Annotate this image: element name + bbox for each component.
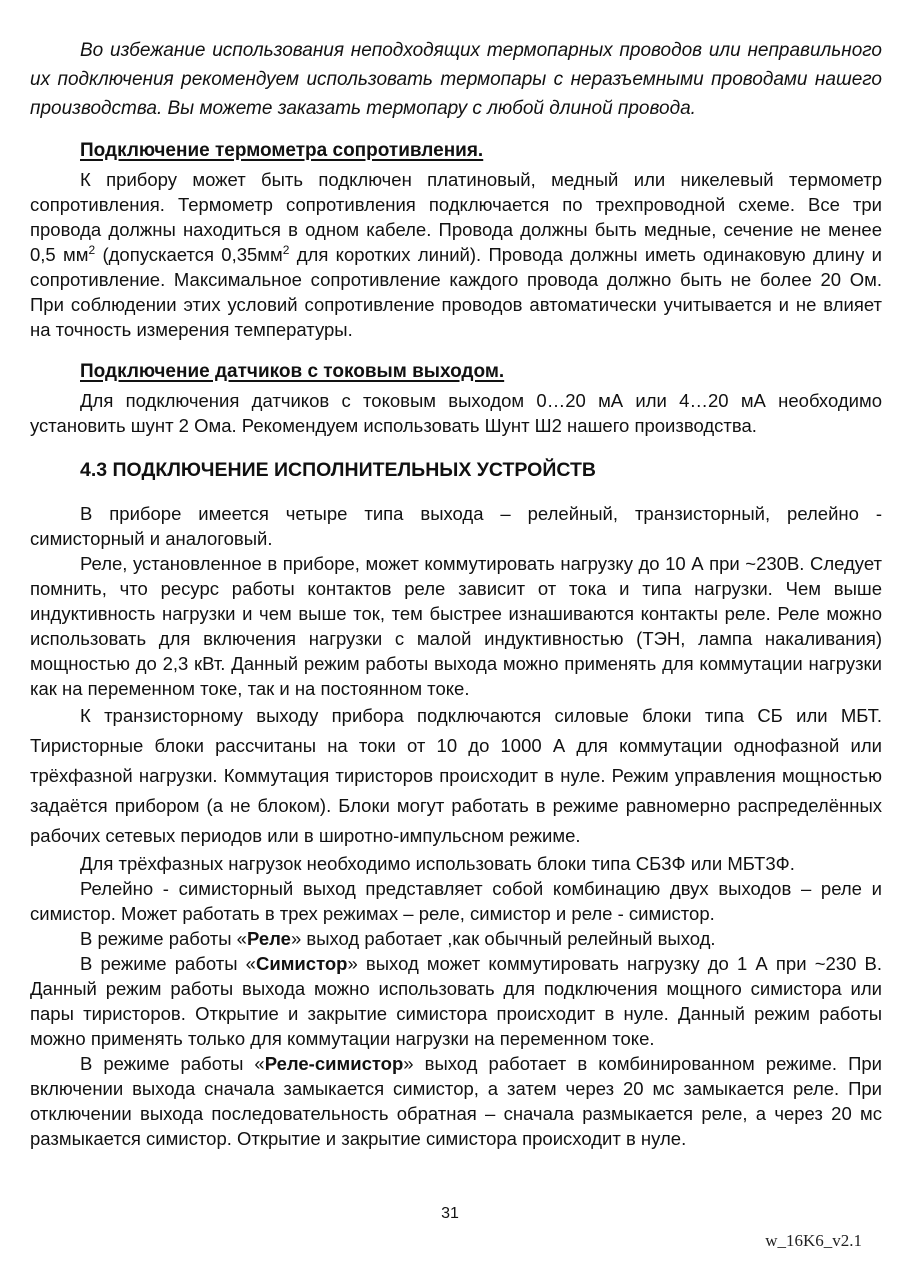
superscript: 2 [282,242,290,257]
text-run: В режиме работы « [80,953,256,974]
page-number: 31 [441,1205,459,1222]
paragraph-current-sensors: Для подключения датчиков с токовым выходом 0…20 мА или 4…20 мА необходимо установить шунт 2 Ома. Рекомендуем использовать Шунт Ш2 нашего производства. [30,390,882,436]
text-run: для коротких линий). Провода должны иметь одинаковую длину и сопротивление. Максимальное сопротивление каждого провода должно быть не более 20 Ом. При соблюдении этих условий сопротивление проводов автоматически учитывается и не влияет на точность измерения температуры. [30,244,882,340]
text-run: К прибору может быть подключен платиновый, медный или никелевый термометр сопротивления. Термометр сопротивления подключается по трехпроводной схеме. Все три провода должны находиться в одном кабеле. Провода должны быть медные, сечение не менее 0,5 мм [30,169,882,265]
text-run-bold: Реле-симистор [264,1053,404,1074]
text-run: (допускается 0,35мм [95,244,283,265]
paragraph-output-types: В приборе имеется четыре типа выхода – релейный, транзисторный, релейно - симисторный и аналоговый. [30,503,882,549]
paragraph-mode-relay-triac [30,1051,882,1151]
text-run: В режиме работы « [80,1053,265,1074]
footer-version-label: w_16K6_v2.1 [765,1231,862,1250]
heading-rtd-connection-text: Подключение термометра сопротивления. [80,140,484,161]
superscript: 2 [88,242,96,257]
paragraph-transistor-output: К транзисторному выходу прибора подключаются силовые блоки типа СБ или МБТ. Тиристорные блоки рассчитаны на токи от 10 до 1000 А для коммутации однофазной или трёхфазной нагрузки. Коммутация тиристоров происходит в нуле. Режим управления мощностью задаётся прибором (а не блоком). Блоки могут работать в режиме равномерно распределённых рабочих сетевых периодов или в широтно-импульсном режиме. [30,705,882,846]
paragraph-relay-output: Реле, установленное в приборе, может коммутировать нагрузку до 10 А при ~230В. Следует помнить, что ресурс работы контактов реле зависит от тока и типа нагрузки. Чем выше индуктивность нагрузки и чем выше ток, тем быстрее изнашиваются контакты реле. Реле можно использовать для включения нагрузки с малой индуктивностью (ТЭН, лампа накаливания) мощностью до 2,3 кВт. Данный режим работы выхода можно применять для коммутации нагрузки как на переменном токе, так и на постоянном токе. [30,553,882,699]
heading-current-sensors [30,361,882,383]
paragraph-mode-relay [30,926,882,951]
heading-rtd-connection [30,140,882,162]
document-content [30,36,882,1151]
text-run: » выход работает ,как обычный релейный выход. [290,928,716,949]
paragraph-relay-triac-output: Релейно - симисторный выход представляет собой комбинацию двух выходов – реле и симистор. Может работать в трех режимах – реле, симистор и реле - симистор. [30,878,882,924]
paragraph-rtd-connection [30,167,882,342]
paragraph-three-phase-blocks: Для трёхфазных нагрузок необходимо использовать блоки типа СБ3Ф или МБТ3Ф. [80,853,795,874]
text-run-bold: Реле [246,928,291,949]
paragraph-mode-triac [30,951,882,1051]
heading-section-4-3: 4.3 ПОДКЛЮЧЕНИЕ ИСПОЛНИТЕЛЬНЫХ УСТРОЙСТВ [80,459,596,481]
text-run: » выход может коммутировать нагрузку до 1 А при ~230 В. Данный режим работы выхода можно использовать для подключения мощного симистора или пары тиристоров. Открытие и закрытие симистора происходит в нуле. Данный режим работы можно применять только для коммутации нагрузки на переменном токе. [30,953,882,1049]
heading-current-sensors-text: Подключение датчиков с токовым выходом. [80,361,505,382]
text-run: » выход работает в комбинированном режиме. При включении выхода сначала замыкается симистор, а затем через 20 мс замыкается реле. При отключении выхода последовательность обратная – сначала размыкается реле, а через 20 мс размыкается симистор. Открытие и закрытие симистора происходит в нуле. [30,1053,882,1149]
paragraph-intro-thermocouple-note: Во избежание использования неподходящих термопарных проводов или неправильного их подключения рекомендуем использовать термопары с неразъемными проводами нашего производства. Вы можете заказать термопару с любой длиной провода. [30,40,882,119]
text-run-bold: Симистор [255,953,348,974]
text-run: В режиме работы « [80,928,247,949]
